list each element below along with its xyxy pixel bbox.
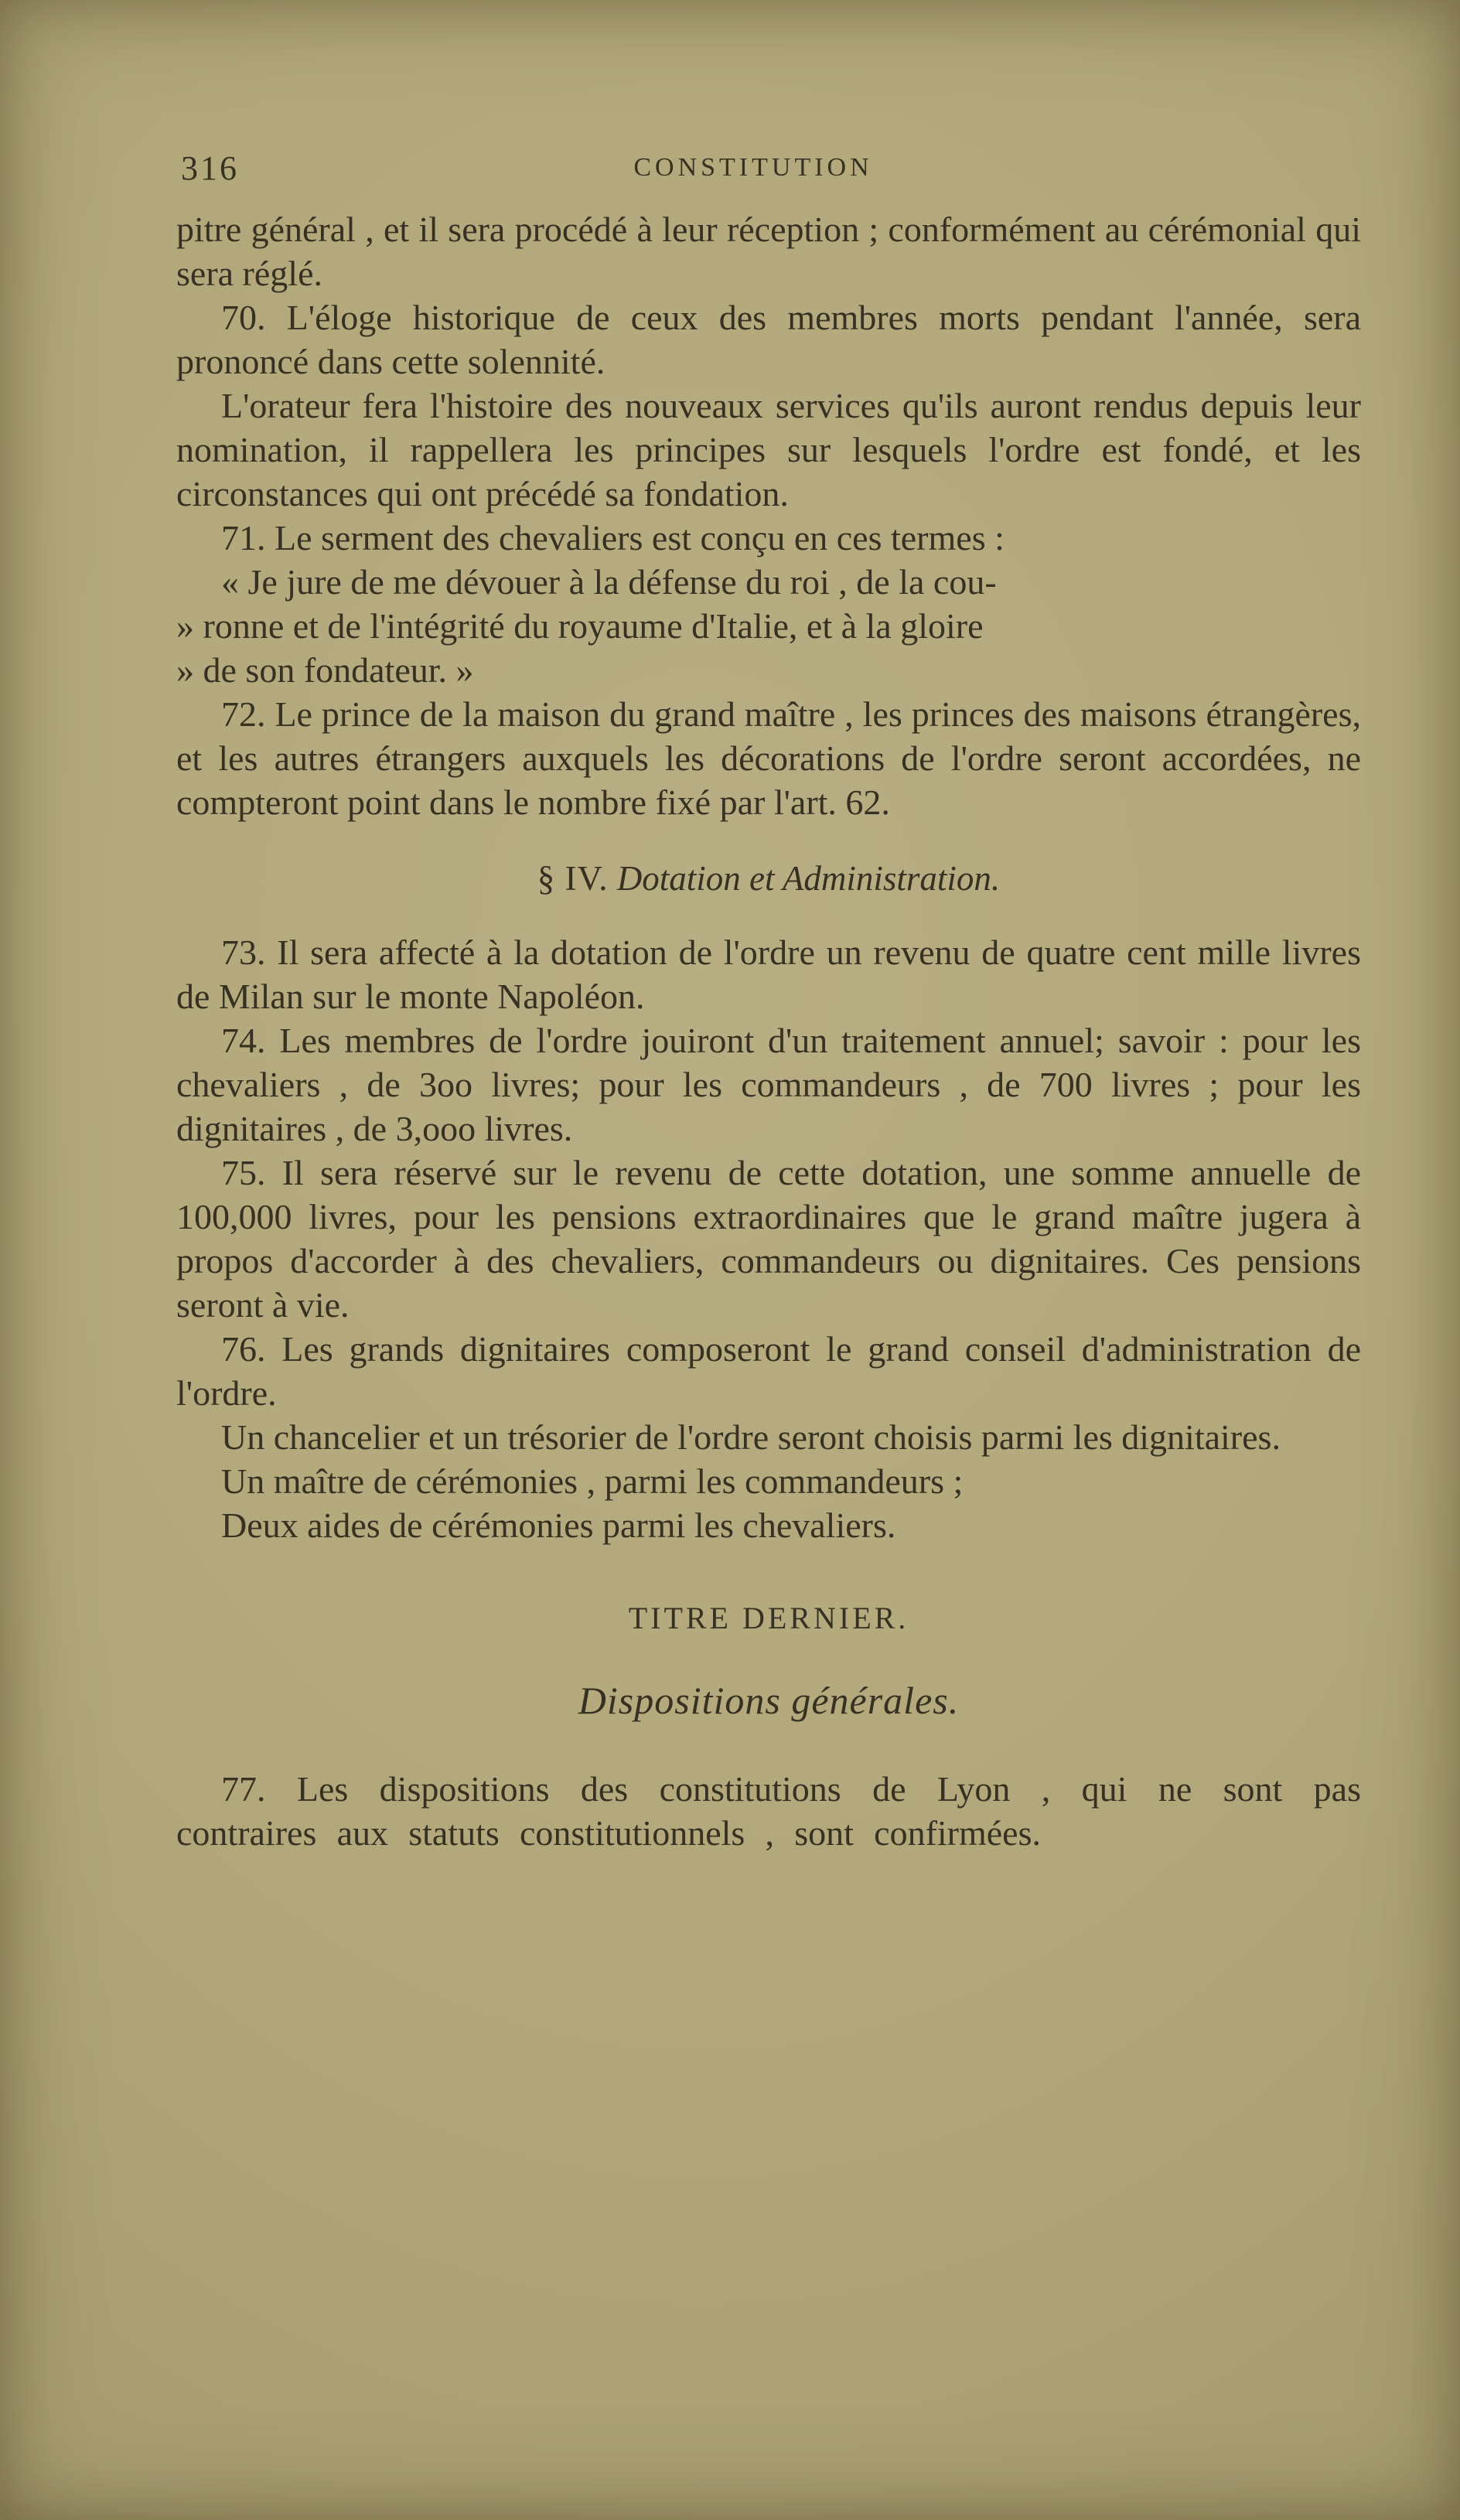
paragraph-article-75: 75. Il sera réservé sur le revenu de cette dotation, une somme annuelle de 100,000 livres, pour les pensions extraordinaires que le grand maître jugera à propos d'accorder à des chevaliers, commandeurs ou dignitaires. Ces pensions seront à vie.: [176, 1153, 1361, 1325]
text-block: [176, 148, 1361, 1855]
quote-line: « Je jure de me dévouer à la défense du roi , de la cou-: [221, 562, 997, 602]
paragraph-continuation: pitre général , et il sera procédé à leur réception ; conformément au cérémonial qui sera réglé.: [176, 210, 1361, 293]
section-title: Dotation et Administration.: [616, 859, 1001, 898]
paragraph-article-70: 70. L'éloge historique de ceux des membres morts pendant l'année, sera prononcé dans cette solennité.: [176, 298, 1361, 381]
paragraph-article-77: 77. Les dispositions des constitutions de Lyon , qui ne sont pas contraires aux statuts constitutionnels , sont confirmées.: [176, 1769, 1361, 1853]
dispositions-subheading: Dispositions générales.: [578, 1679, 960, 1722]
paragraph-aides-ceremonies: Deux aides de cérémonies parmi les chevaliers.: [221, 1506, 896, 1545]
paragraph-article-71: 71. Le serment des chevaliers est conçu en ces termes :: [221, 518, 1005, 558]
paragraph-article-74: 74. Les membres de l'ordre jouiront d'un traitement annuel; savoir : pour les chevaliers , de 3oo livres; pour les commandeurs , de 700 livres ; pour les dignitaires , de 3,ooo livres.: [176, 1021, 1361, 1148]
quote-line: » de son fondateur. »: [176, 650, 474, 690]
titre-dernier-heading: TITRE DERNIER.: [628, 1601, 909, 1635]
oath-quote: [176, 560, 1361, 692]
paragraph-article-73: 73. Il sera affecté à la dotation de l'ordre un revenu de quatre cent mille livres de Milan sur le monte Napoléon.: [176, 933, 1361, 1016]
paragraph-orateur: L'orateur fera l'histoire des nouveaux services qu'ils auront rendus depuis leur nomination, il rappellera les principes sur lesquels l'ordre est fondé, et les circonstances qui ont précédé sa fondation.: [176, 386, 1361, 513]
page-header: [176, 148, 1361, 189]
paragraph-chancelier: Un chancelier et un trésorier de l'ordre seront choisis parmi les dignitaires.: [221, 1417, 1281, 1457]
section-label: § IV.: [537, 859, 609, 898]
page-number: 316: [181, 149, 239, 187]
quote-line: » ronne et de l'intégrité du royaume d'Italie, et à la gloire: [176, 606, 984, 646]
running-head: CONSTITUTION: [633, 153, 873, 182]
paragraph-article-76: 76. Les grands dignitaires composeront le grand conseil d'administration de l'ordre.: [176, 1329, 1361, 1413]
paragraph-maitre-ceremonies: Un maître de cérémonies , parmi les commandeurs ;: [221, 1461, 964, 1501]
section-heading: [176, 857, 1361, 901]
paragraph-article-72: 72. Le prince de la maison du grand maître , les princes des maisons étrangères, et les autres étrangers auxquels les décorations de l'ordre seront accordées, ne compteront point dans le nombre fixé par l'art. 62.: [176, 694, 1361, 822]
